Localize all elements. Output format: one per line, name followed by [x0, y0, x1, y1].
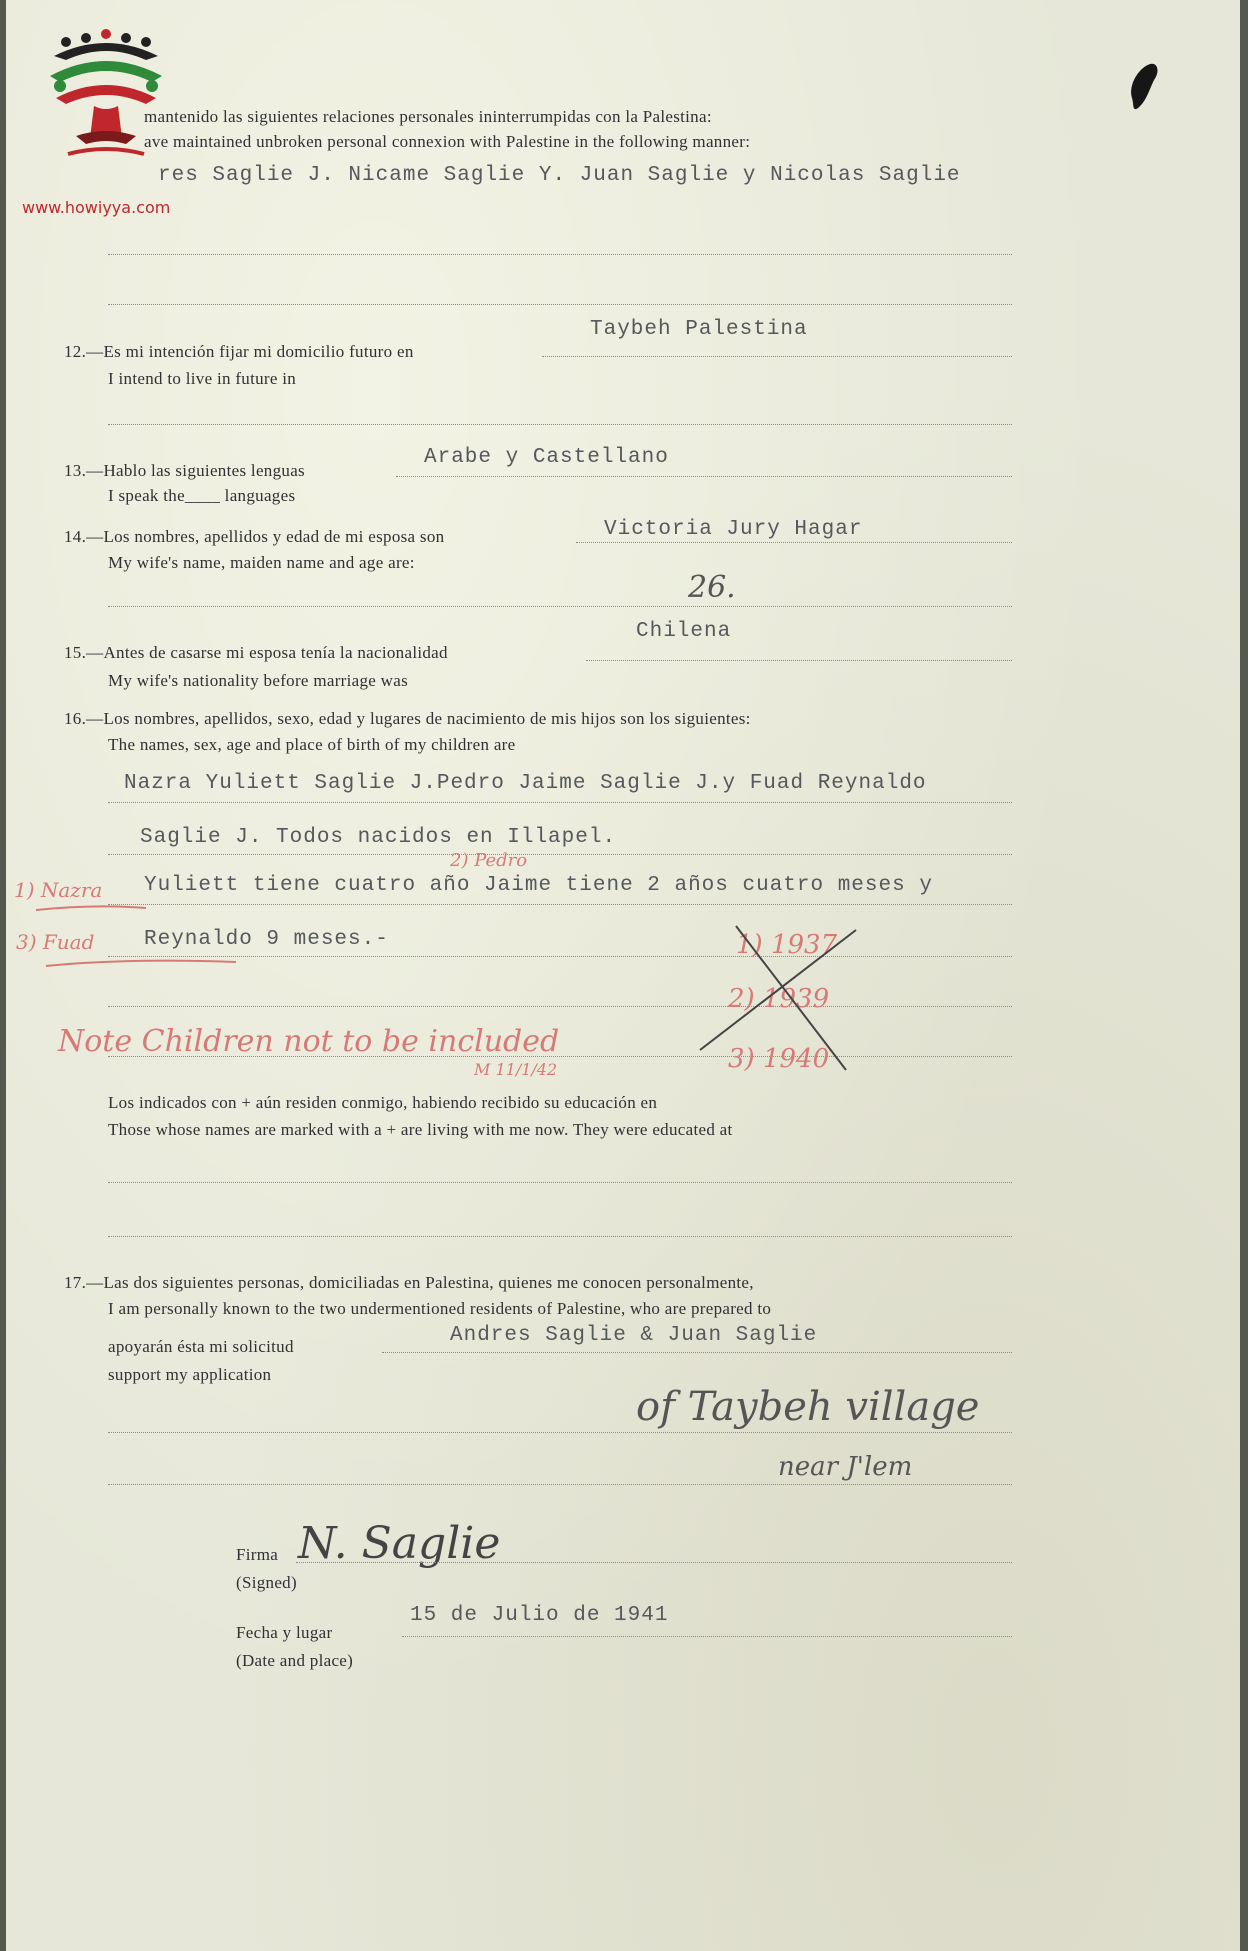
s17-rule-2	[108, 1432, 1012, 1433]
plus-note-es: Los indicados con + aún residen conmigo, habiendo recibido su educación en	[108, 1093, 658, 1112]
s12-label-es: 12.—Es mi intención fijar mi domicilio futuro en	[64, 342, 414, 361]
s17-label-es: 17.—Las dos siguientes personas, domiciliadas en Palestina, quienes me conocen personalmente,	[64, 1273, 754, 1292]
s13-label-en: I speak the____ languages	[108, 486, 296, 505]
margin-note-1: 1) Nazra	[14, 878, 103, 902]
s16-line-4: Reynaldo 9 meses.-	[144, 928, 389, 951]
s17-label-en: I am personally known to the two undermentioned residents of Palestine, who are prepared to	[108, 1299, 772, 1318]
s15-rule	[586, 660, 1012, 661]
watermark-url: www.howiyya.com	[22, 198, 171, 217]
red-underlines	[36, 900, 236, 980]
date-label-en: (Date and place)	[236, 1651, 354, 1670]
s13-label-es: 13.—Hablo las siguientes lenguas	[64, 461, 305, 480]
s16-rule-1	[108, 802, 1012, 803]
signature-label-es: Firma	[236, 1545, 279, 1564]
signature-rule	[296, 1562, 1012, 1563]
s12-value: Taybeh Palestina	[590, 318, 808, 341]
s15-value: Chilena	[636, 620, 732, 643]
s16-label-en: The names, sex, age and place of birth of my children are	[108, 735, 516, 754]
birth-year-2: 2) 1939	[728, 984, 830, 1014]
s14-value: Victoria Jury Hagar	[604, 518, 863, 541]
s14-label-en: My wife's name, maiden name and age are:	[108, 553, 415, 572]
s17-value: Andres Saglie & Juan Saglie	[450, 1324, 818, 1347]
s16-rule-2	[108, 854, 1012, 855]
s13-rule	[396, 476, 1012, 477]
s15-label-en: My wife's nationality before marriage was	[108, 671, 409, 690]
s16-label-es: 16.—Los nombres, apellidos, sexo, edad y lugares de nacimiento de mis hijos son los siguientes:	[64, 709, 751, 728]
signature-value: N. Saglie	[298, 1518, 501, 1569]
s14-label-es: 14.—Los nombres, apellidos y edad de mi esposa son	[64, 527, 445, 546]
s11-rule-1	[108, 254, 1012, 255]
s16-line-1: Nazra Yuliett Saglie J.Pedro Jaime Saglie J.y Fuad Reynaldo	[124, 772, 927, 795]
ink-blot	[1124, 58, 1164, 114]
s14-age: 26.	[688, 570, 736, 605]
s11-value: res Saglie J. Nicame Saglie Y. Juan Saglie y Nicolas Saglie	[158, 164, 961, 187]
s12-label-en: I intend to live in future in	[108, 369, 297, 388]
note-initials: M 11/1/42	[474, 1060, 558, 1079]
document-page	[6, 0, 1240, 1951]
s17-rule-3	[108, 1484, 1012, 1485]
s17-label-es-2: apoyarán ésta mi solicitud	[108, 1337, 294, 1356]
s13-value: Arabe y Castellano	[424, 446, 669, 469]
s11-label-es: mantenido las siguientes relaciones personales ininterrumpidas con la Palestina:	[144, 107, 712, 126]
plus-note-en: Those whose names are marked with a + are living with me now. They were educated at	[108, 1120, 733, 1139]
s14-rule-1	[576, 542, 1012, 543]
s12-rule-2	[108, 424, 1012, 425]
cross-out-strokes	[696, 920, 876, 1090]
s16-rule-8	[108, 1236, 1012, 1237]
s16-line-3: Yuliett tiene cuatro año Jaime tiene 2 años cuatro meses y	[144, 874, 933, 897]
date-label-es: Fecha y lugar	[236, 1623, 333, 1642]
margin-note-2: 2) Pedro	[450, 850, 528, 871]
margin-note-3: 3) Fuad	[16, 930, 95, 954]
s17-hand-2: near J'lem	[778, 1452, 913, 1482]
s16-rule-4	[108, 956, 1012, 957]
s17-label-en-2: support my application	[108, 1365, 272, 1384]
note-children-not-included: Note Children not to be included	[58, 1024, 560, 1059]
s16-rule-7	[108, 1182, 1012, 1183]
s15-label-es: 15.—Antes de casarse mi esposa tenía la nacionalidad	[64, 643, 448, 662]
s16-line-2: Saglie J. Todos nacidos en Illapel.	[140, 826, 617, 849]
s12-rule-1	[542, 356, 1012, 357]
s17-hand-1: of Taybeh village	[636, 1384, 980, 1430]
date-rule	[402, 1636, 1012, 1637]
s16-rule-3	[108, 904, 1012, 905]
birth-year-1: 1) 1937	[736, 930, 838, 960]
s11-rule-2	[108, 304, 1012, 305]
s14-rule-2	[108, 606, 1012, 607]
date-value: 15 de Julio de 1941	[410, 1604, 669, 1627]
signature-label-en: (Signed)	[236, 1573, 297, 1592]
birth-year-3: 3) 1940	[728, 1044, 830, 1074]
s17-rule-1	[382, 1352, 1012, 1353]
s16-rule-5	[108, 1006, 1012, 1007]
s11-label-en: ave maintained unbroken personal connexion with Palestine in the following manner:	[144, 132, 751, 151]
